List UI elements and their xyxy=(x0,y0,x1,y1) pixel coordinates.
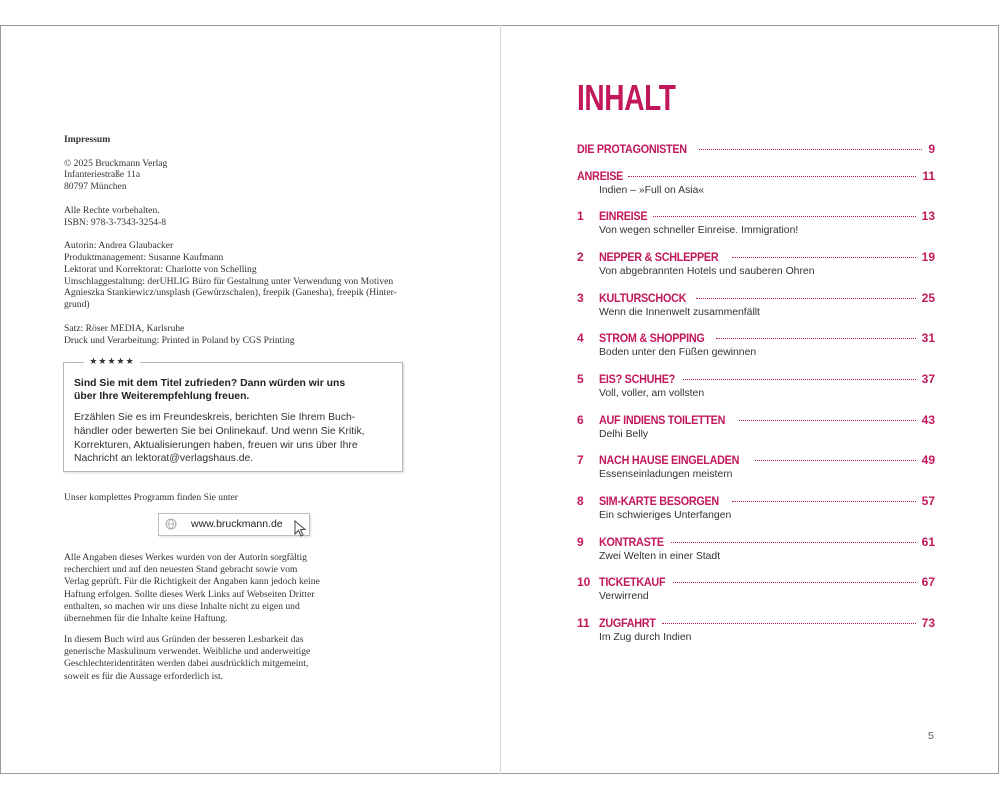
toc-entry-number: 5 xyxy=(577,372,584,386)
toc-entry-page: 73 xyxy=(921,616,935,630)
toc-entry-subtitle: Zwei Welten in einer Stadt xyxy=(599,551,721,562)
toc-entry[interactable] xyxy=(577,453,935,480)
toc-entry-title[interactable]: KULTURSCHOCK xyxy=(599,291,687,305)
toc-entry-title[interactable]: NEPPER & SCHLEPPER xyxy=(599,250,719,264)
toc-entry-number: 3 xyxy=(577,291,584,305)
isbn-line: ISBN: 978-3-7343-3254-8 xyxy=(64,216,167,228)
impressum-title: Impressum xyxy=(64,134,111,145)
toc-entry[interactable] xyxy=(577,575,935,602)
credits-line: Umschlaggestaltung: derUHLIG Büro für Gestaltung unter Verwendung von Motiven xyxy=(64,275,394,287)
toc-entry-page: 43 xyxy=(921,413,935,427)
toc-entry-subtitle: Im Zug durch Indien xyxy=(599,632,692,643)
toc-entry-subtitle: Boden unter den Füßen gewinnen xyxy=(599,347,757,358)
credits-line: Produktmanagement: Susanne Kaufmann xyxy=(64,251,224,263)
toc-leader-dots xyxy=(696,298,916,299)
toc-entry-number: 6 xyxy=(577,413,584,427)
toc-entry-page: 61 xyxy=(921,535,935,549)
toc-entry-number: 4 xyxy=(577,331,584,345)
toc-entry[interactable] xyxy=(577,372,935,399)
toc-entry[interactable] xyxy=(577,169,935,196)
toc-entry[interactable] xyxy=(577,535,935,562)
toc-entry-page: 11 xyxy=(922,169,935,183)
globe-icon xyxy=(165,518,177,530)
impressum xyxy=(64,134,424,346)
production-line: Satz: Röser MEDIA, Karlsruhe xyxy=(64,322,185,334)
website-url[interactable]: www.bruckmann.de xyxy=(191,518,283,530)
toc-entry-title[interactable]: STROM & SHOPPING xyxy=(599,331,705,345)
toc-entry-page: 25 xyxy=(921,291,935,305)
toc-entry[interactable] xyxy=(577,616,935,643)
toc-entry[interactable] xyxy=(577,413,935,440)
toc-entry-subtitle: Von wegen schneller Einreise. Immigration! xyxy=(599,225,799,236)
toc-entry-page: 57 xyxy=(921,494,935,508)
toc-leader-dots xyxy=(755,460,916,461)
toc-entry[interactable] xyxy=(577,209,935,236)
toc-leader-dots xyxy=(673,582,916,583)
publisher-line: © 2025 Bruckmann Verlag xyxy=(64,157,168,169)
toc-entry-title[interactable]: SIM-KARTE BESORGEN xyxy=(599,494,719,508)
toc-leader-dots xyxy=(662,623,916,624)
toc-entry-number: 10 xyxy=(577,575,591,589)
gender-note: In diesem Buch wird aus Gründen der besseren Lesbarkeit das generische Maskulinum verwendet. Weibliche und anderweitige Geschlechteridentitäten werden dabei ausdrücklich mitgemeint, soweit es für die Aussage erforderlich ist. xyxy=(64,634,311,682)
page-number: 5 xyxy=(928,730,934,742)
toc-leader-dots xyxy=(732,257,916,258)
toc-entry-subtitle: Ein schwieriges Unterfangen xyxy=(599,510,732,521)
toc-entry-page: 9 xyxy=(928,142,935,156)
production-line: Druck und Verarbeitung: Printed in Poland by CGS Printing xyxy=(64,334,295,346)
toc-entry-page: 37 xyxy=(921,372,935,386)
toc-entry-subtitle: Voll, voller, am vollsten xyxy=(599,388,705,399)
toc-leader-dots xyxy=(628,176,916,177)
rating-box xyxy=(63,362,403,472)
star-rating-icon: ★★★★★ xyxy=(84,356,140,368)
credits-line: Agnieszka Stankiewicz/unsplash (Gewürzschalen), freepik (Ganesha), freepik (Hinter- xyxy=(64,287,397,299)
toc-entry-subtitle: Essenseinladungen meistern xyxy=(599,469,733,480)
toc-entry-title[interactable]: AUF INDIENS TOILETTEN xyxy=(599,413,726,427)
toc-entry-title[interactable]: TICKETKAUF xyxy=(599,575,666,589)
toc-entry-title[interactable]: DIE PROTAGONISTEN xyxy=(577,142,687,156)
credits-line: Lektorat und Korrektorat: Charlotte von Schelling xyxy=(64,263,257,275)
toc-entry-title[interactable]: ANREISE xyxy=(577,169,624,183)
toc-entry-page: 19 xyxy=(921,250,935,264)
toc-entry-number: 2 xyxy=(577,250,584,264)
toc-entry-number: 9 xyxy=(577,535,584,549)
toc-leader-dots xyxy=(732,501,915,502)
toc-entry-number: 7 xyxy=(577,453,584,467)
toc-entry-page: 67 xyxy=(921,575,935,589)
website-link[interactable] xyxy=(158,513,310,536)
toc-entry-subtitle: Delhi Belly xyxy=(599,429,649,440)
toc-leader-dots xyxy=(716,338,915,339)
toc-entry-title[interactable]: NACH HAUSE EINGELADEN xyxy=(599,453,740,467)
toc-entry-page: 31 xyxy=(921,331,935,345)
toc-entry[interactable] xyxy=(577,142,935,157)
toc-entry-subtitle: Indien – »Full on Asia« xyxy=(599,185,705,196)
rights-line: Alle Rechte vorbehalten. xyxy=(64,204,160,216)
program-text: Unser komplettes Programm finden Sie unter xyxy=(64,492,238,503)
toc-entry-title[interactable]: KONTRASTE xyxy=(599,535,664,549)
rating-text: Erzählen Sie es im Freundeskreis, berichten Sie Ihrem Buch- händler oder bewerten Sie bei Onlinekauf. Und wenn Sie Kritik, Korrekturen, Aktualisierungen haben, freuen wir uns über Ihre Nachricht an lektorat@verlagshaus.de. xyxy=(74,412,365,465)
toc-entry-title[interactable]: EIS? SCHUHE? xyxy=(599,372,675,386)
toc-entry-subtitle: Verwirrend xyxy=(599,591,649,602)
toc-leader-dots xyxy=(683,379,915,380)
toc-leader-dots xyxy=(671,542,916,543)
toc-entry-page: 49 xyxy=(921,453,935,467)
toc-leader-dots xyxy=(653,216,916,217)
toc-entry[interactable] xyxy=(577,291,935,318)
publisher-line: 80797 München xyxy=(64,181,127,193)
toc-entry-title[interactable]: ZUGFAHRT xyxy=(599,616,656,630)
toc-entry-number: 1 xyxy=(577,209,584,223)
publisher-line: Infanteriestraße 11a xyxy=(64,169,141,181)
credits-line: Autorin: Andrea Glaubacker xyxy=(64,240,174,252)
toc-entry-title[interactable]: EINREISE xyxy=(599,209,648,223)
toc-entry[interactable] xyxy=(577,331,935,358)
toc-entry-number: 11 xyxy=(577,616,590,630)
toc-entry-number: 8 xyxy=(577,494,584,508)
toc-leader-dots xyxy=(739,420,915,421)
disclaimer-text: Alle Angaben dieses Werkes wurden von der Autorin sorgfältig recherchiert und auf den neuesten Stand gebracht sowie vom Verlag geprüft. Für die Richtigkeit der Angaben kann jedoch keine Haftung erfolgen. Sollte dieses Werk Links auf Webseiten Dritter enthalten, so machen wir uns diese Inhalte nicht zu eigen und übernehmen für die Inhalte keine Haftung. xyxy=(64,552,320,625)
toc-entry[interactable] xyxy=(577,250,935,277)
page-spine xyxy=(500,25,501,774)
toc-title: INHALT xyxy=(577,77,676,118)
cursor-icon xyxy=(294,520,307,537)
toc-entry-subtitle: Von abgebrannten Hotels und sauberen Ohren xyxy=(599,266,815,277)
credits-line: grund) xyxy=(64,299,90,311)
rating-question: Sind Sie mit dem Titel zufrieden? Dann würden wir uns über Ihre Weiterempfehlung freuen. xyxy=(74,378,346,402)
toc-entry-subtitle: Wenn die Innenwelt zusammenfällt xyxy=(599,307,760,318)
toc-entry[interactable] xyxy=(577,494,935,521)
toc-entry-page: 13 xyxy=(921,209,935,223)
toc-leader-dots xyxy=(699,149,922,150)
